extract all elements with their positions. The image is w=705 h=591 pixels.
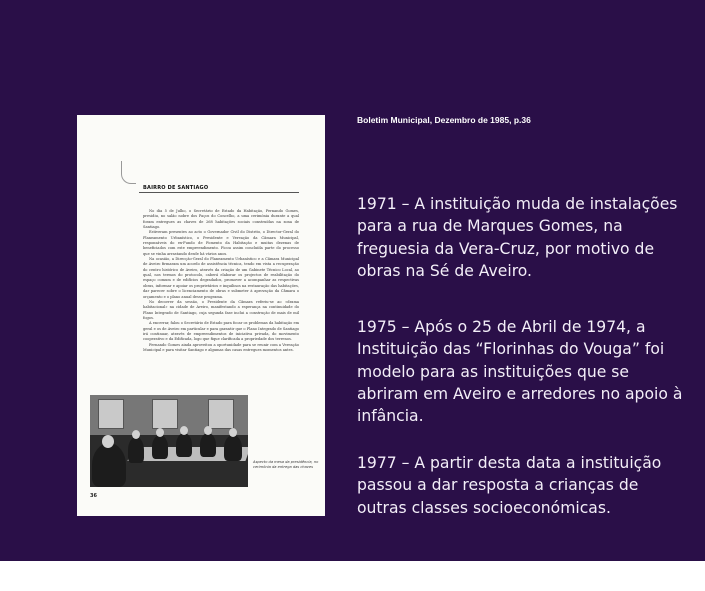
photo-head (180, 426, 188, 435)
photo-person (176, 433, 192, 457)
photo-person (92, 443, 126, 487)
clipping-rule (139, 192, 299, 193)
decorative-corner (121, 161, 136, 184)
timeline-1975: 1975 – Após o 25 de Abril de 1974, a Instituição das “Florinhas do Vouga” foi modelo para as instituições que se abriram em Aveiro e arredores no apoio à infância. (357, 318, 683, 426)
photo-head (102, 435, 114, 448)
photo-person (200, 433, 216, 457)
meeting-photo (90, 395, 248, 487)
newspaper-clipping (77, 115, 325, 516)
clipping-paragraph: Na ocasião, a Direcção-Geral do Planeamento Urbanístico e a Câmara Municipal de Aveiro firmaram um acordo de assistência técnica, tendo em vista a recuperação do centro histórico de Aveiro, através da criação de um Gabinete Técnico Local, ao qual, nos termos do protocolo, caberá elaborar os projectos de reabilitação do espaço comum e de edifícios degradados, promover a acompanhar as respectivas obras, informar e apoiar os proprietários e inquilinos na restauração das habitações, dar parecer sobre o licenciamento de obras e submeter à aprovação da Câmara o orçamento e o plano anual desse programa. (143, 257, 299, 299)
photo-person (128, 437, 144, 463)
source-caption: Boletim Municipal, Dezembro de 1985, p.36 (357, 115, 531, 125)
photo-head (229, 428, 237, 437)
clipping-paragraph: Estiveram presentes ao acto o Governador Civil do Distrito, o Director-Geral do Planeamento Urbanístico, o Presidente e Vereação da Câmara Municipal, responsáveis do ex-Fundo de Fomento da Habitação e muitas dezenas de beneficiados com este empreendimento. Ficou assim concluída parte do processo que se vinha arrastando desde há vários anos. (143, 230, 299, 256)
clipping-page-number: 36 (90, 493, 97, 499)
photo-caption: Aspecto da mesa da presidência, no cerimónia da entrega das chaves (253, 460, 319, 469)
photo-window (152, 399, 178, 429)
photo-person (224, 435, 242, 461)
photo-head (204, 426, 212, 435)
photo-person (152, 435, 168, 459)
clipping-body (143, 209, 299, 353)
photo-head (132, 430, 140, 439)
clipping-section-title: BAIRRO DE SANTIAGO (143, 185, 209, 191)
timeline-1971: 1971 – A instituição muda de instalações para a rua de Marques Gomes, na freguesia da Vera-Cruz, por motivo de obras na Sé de Aveiro. (357, 195, 678, 280)
clipping-paragraph: No dia 5 de Julho, o Secretário de Estado da Habitação, Fernando Gomes, presidiu, no salão nobre dos Paços do Concelho, a uma cerimónia durante a qual foram entregues as chaves de 268 habitações sociais construídas na zona de Santiago. (143, 209, 299, 230)
timeline-1977: 1977 – A partir desta data a instituição passou a dar resposta a crianças de outras classes socioeconómicas. (357, 454, 662, 517)
clipping-paragraph: Fernando Gomes ainda aproveitou a oportunidade para se reunir com a Vereação Municipal e para visitar Santiago e algumas das casas entregues momentos antes. (143, 342, 299, 352)
photo-window (208, 399, 234, 429)
clipping-paragraph: A encerrar, falou o Secretário de Estado para focar os problemas da habitação em geral e os de Aveiro em particular e para garantir que o Plano Integrado de Santiago irá continuar, através de empreendimentos de iniciativa privada, do movimento cooperativo e da Edificada, logo que fique clarificada a propriedade dos terrenos. (143, 321, 299, 342)
photo-window (98, 399, 124, 429)
clipping-paragraph: No decorrer da sessão, o Presidente da Câmara referiu-se ao «drama habitacional» na cidade de Aveiro, manifestando a esperança na continuidade do Plano Integrado de Santiago, cuja segunda fase inclui a construção de mais de mil fogos. (143, 299, 299, 320)
photo-head (156, 428, 164, 437)
